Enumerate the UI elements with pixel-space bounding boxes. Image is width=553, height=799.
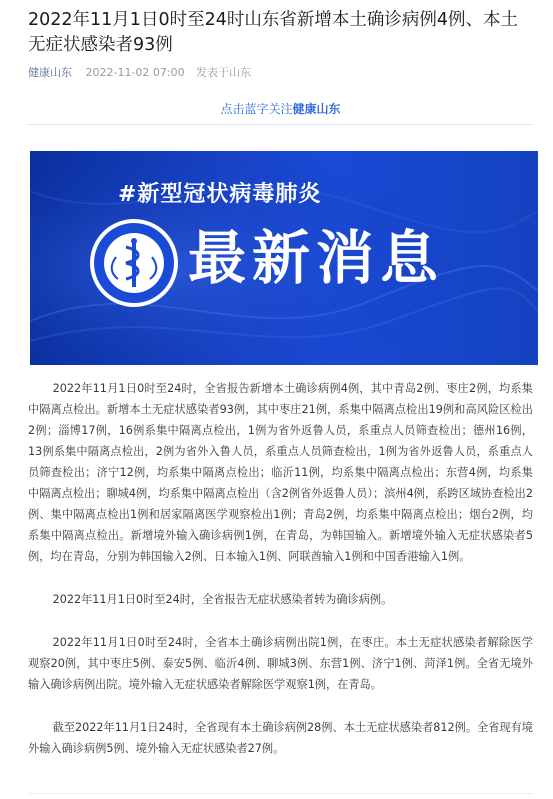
publish-location: 发表于山东 xyxy=(196,66,252,79)
article-body xyxy=(28,378,533,781)
news-banner-image xyxy=(30,151,538,365)
health-commission-emblem-icon xyxy=(88,217,180,309)
account-link[interactable]: 健康山东 xyxy=(28,66,72,79)
banner-headline: 最新消息 xyxy=(188,224,445,292)
article-title: 2022年11月1日0时至24时山东省新增本土确诊病例4例、本土无症状感染者93例 xyxy=(28,10,518,55)
publish-date: 2022-11-02 07:00 xyxy=(85,66,185,79)
follow-prompt[interactable] xyxy=(28,100,533,125)
divider xyxy=(28,793,533,794)
paragraph-current-totals: 截至2022年11月1日24时，全省现有本土确诊病例28例、本土无症状感染者812例。全省现有境外输入确诊病例5例、境外输入无症状感染者27例。 xyxy=(28,721,533,755)
article-meta xyxy=(28,64,251,80)
paragraph-discharges: 2022年11月1日0时至24时，全省本土确诊病例出院1例，在枣庄。本土无症状感染者解除医学观察20例，其中枣庄5例、泰安5例、临沂4例、聊城3例、东营1例、济宁1例、菏泽1例。全省无境外输入确诊病例出院。境外输入无症状感染者解除医学观察1例，在青岛。 xyxy=(28,636,533,691)
follow-prefix: 点击蓝字关注 xyxy=(220,102,293,116)
banner-hashtag: #新型冠状病毒肺炎 xyxy=(118,182,322,207)
paragraph-new-cases: 2022年11月1日0时至24时，全省报告新增本土确诊病例4例，其中青岛2例、枣庄2例，均系集中隔离点检出。新增本土无症状感染者93例，其中枣庄21例，系集中隔离点检出19例和高风险区检出2例；淄博17例，16例系集中隔离点检出，1例为省外返鲁人员，系重点人员筛查检出；德州16例，13例系集中隔离点检出，2例为省外入鲁人员，系重点人员筛查检出，1例为省外返鲁人员，系重点人员筛查检出；济宁12例，均系集中隔离点检出；临沂11例，均系集中隔离点检出；东营4例，均系集中隔离点检出；聊城4例，均系集中隔离点检出（含2例省外返鲁人员）；滨州4例，系跨区域协查检出2例、集中隔离点检出1例和居家隔离医学观察检出1例；青岛2例，均系集中隔离点检出；烟台2例，均系集中隔离点检出。新增境外输入确诊病例1例，在青岛，为韩国输入。新增境外输入无症状感染者5例，均在青岛，分别为韩国输入2例、日本输入1例、阿联酋输入1例和中国香港输入1例。 xyxy=(28,382,533,563)
paragraph-conversions: 2022年11月1日0时至24时，全省报告无症状感染者转为确诊病例。 xyxy=(52,593,393,606)
follow-account-name: 健康山东 xyxy=(292,102,341,116)
